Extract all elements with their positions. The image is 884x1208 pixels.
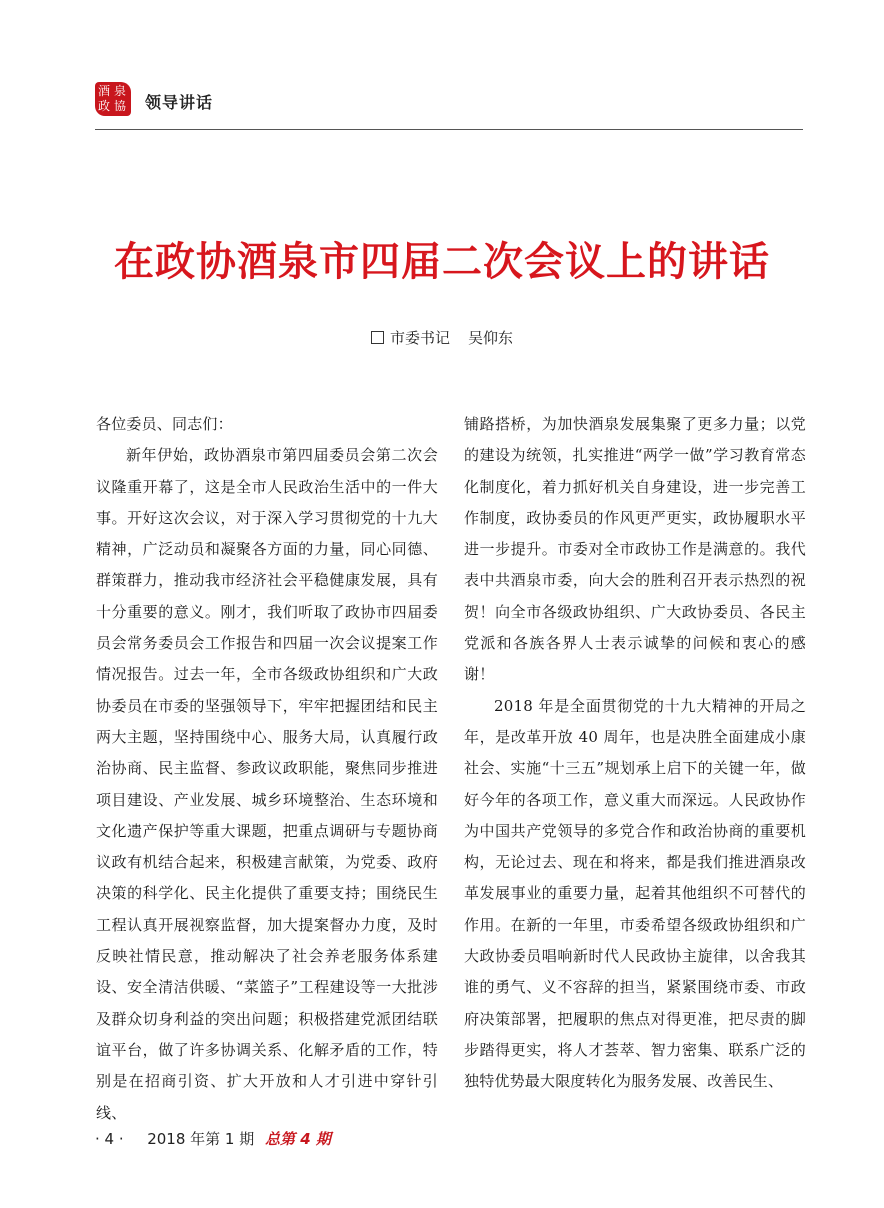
page-footer — [95, 1128, 331, 1149]
author-name: 吴仰东 — [468, 329, 514, 347]
article-title: 在政协酒泉市四届二次会议上的讲话 — [114, 238, 770, 285]
author-role: 市委书记 — [389, 329, 450, 347]
body-column-right — [464, 409, 806, 1098]
salutation: 各位委员、同志们： — [96, 415, 233, 433]
paragraph: 2018 年是全面贯彻党的十九大精神的开局之年，是改革开放 40 周年，也是决胜全面建成小康社会、实施“十三五”规划承上启下的关键一年，做好今年的各项工作，意义重大而深远。人民政协作为中国共产党领导的多党合作和政治协商的重要机构，无论过去、现在和将来，都是我们推进酒泉改革发展事业的重要力量，起着其他组织不可替代的作用。在新的一年里，市委希望各级政协组织和广大政协委员唱响新时代人民政协主旋律，以舍我其谁的勇气、义不容辞的担当，紧紧围绕市委、市政府决策部署，把履职的焦点对得更准，把尽责的脚步踏得更实，将人才荟萃、智力密集、联系广泛的独特优势最大限度转化为服务发展、改善民生、 — [464, 696, 806, 1091]
total-issue-label: 总第 4 期 — [265, 1130, 331, 1148]
issue-label: 2018 年第 1 期 — [147, 1130, 255, 1148]
square-bullet-icon — [371, 331, 384, 344]
body-column-left — [96, 409, 438, 1129]
author-line — [0, 327, 884, 348]
logo-seal: 酒 泉 政 協 — [95, 82, 131, 116]
header-divider — [95, 129, 803, 130]
page-number: · 4 · — [95, 1130, 124, 1148]
section-label: 领导讲话 — [145, 93, 214, 112]
page-header — [95, 78, 805, 122]
paragraph: 新年伊始，政协酒泉市第四届委员会第二次会议隆重开幕了，这是全市人民政治生活中的一件大事。开好这次会议，对于深入学习贯彻党的十九大精神，广泛动员和凝聚各方面的力量，同心同德、群策群力，推动我市经济社会平稳健康发展，具有十分重要的意义。刚才，我们听取了政协市四届委员会常务委员会工作报告和四届一次会议提案工作情况报告。过去一年，全市各级政协组织和广大政协委员在市委的坚强领导下，牢牢把握团结和民主两大主题，坚持围绕中心、服务大局，认真履行政治协商、民主监督、参政议政职能，聚焦同步推进项目建设、产业发展、城乡环境整治、生态环境和文化遗产保护等重大课题，把重点调研与专题协商议政有机结合起来，积极建言献策，为党委、政府决策的科学化、民主化提供了重要支持；围绕民生工程认真开展视察监督，加大提案督办力度，及时反映社情民意，推动解决了社会养老服务体系建设、安全清洁供暖、“菜篮子”工程建设等一大批涉及群众切身利益的突出问题；积极搭建党派团结联谊平台，做了许多协调关系、化解矛盾的工作，特别是在招商引资、扩大开放和人才引进中穿针引线、 — [96, 446, 438, 1122]
paragraph: 铺路搭桥，为加快酒泉发展集聚了更多力量；以党的建设为统领，扎实推进“两学一做”学习教育常态化制度化，着力抓好机关自身建设，进一步完善工作制度，政协委员的作风更严更实，政协履职水平进一步提升。市委对全市政协工作是满意的。我代表中共酒泉市委，向大会的胜利召开表示热烈的祝贺！向全市各级政协组织、广大政协委员、各民主党派和各族各界人士表示诚挚的问候和衷心的感谢！ — [464, 415, 806, 684]
